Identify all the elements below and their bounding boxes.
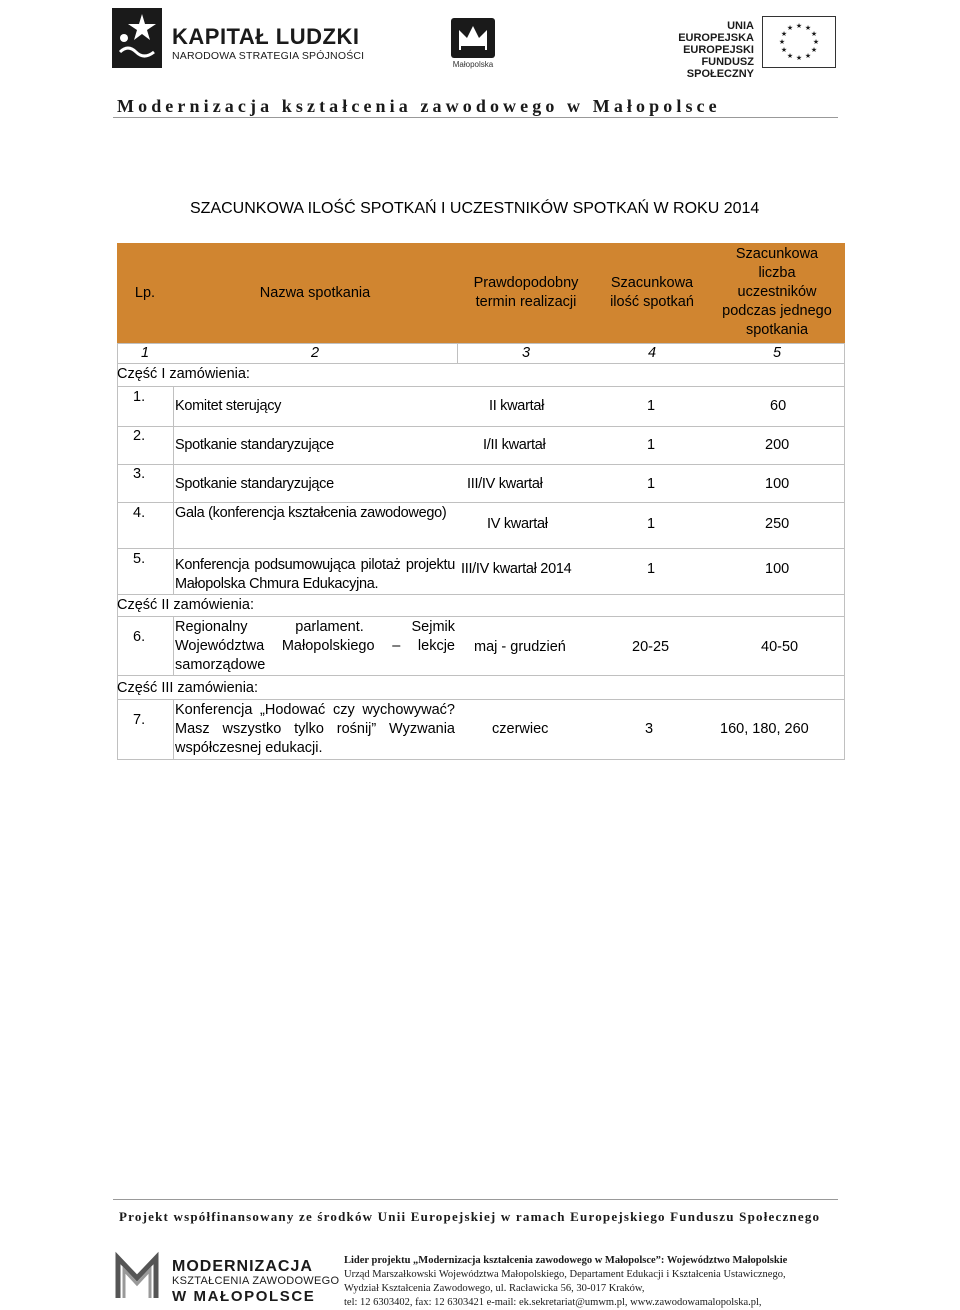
svg-text:★: ★ [795,54,803,62]
row-1-participants: 60 [770,398,787,414]
row-3-count: 1 [647,476,656,492]
row-6-participants: 40-50 [761,639,799,655]
row-2-count: 1 [647,437,656,453]
row-6-name: Regionalny parlament. Sejmik Województwa Małopolskiego – lekcje samorządowe [175,619,455,673]
svg-text:★: ★ [810,30,818,38]
row-2-term: I/II kwartał [483,437,546,453]
grid-line [117,363,845,364]
row-3-participants: 100 [765,476,790,492]
kapital-ludzki-title: KAPITAŁ LUDZKI [172,24,360,49]
grid-line [117,343,845,344]
svg-text:★: ★ [804,24,812,32]
kapital-ludzki-subtitle: NARODOWA STRATEGIA SPÓJNOŚCI [172,50,365,62]
row-4-lp: 4. [133,505,146,521]
grid-line [117,548,845,549]
grid-line [844,343,845,759]
grid-line [173,616,174,675]
grid-line [117,464,845,465]
footer-info [344,1254,787,1310]
svg-text:★: ★ [795,22,803,30]
row-3-term: III/IV kwartał [467,476,543,492]
footer-logo-line-2: KSZTAŁCENIA ZAWODOWEGO [172,1275,340,1287]
eu-text [650,20,754,80]
header-lp: Lp. [134,285,156,301]
grid-line [117,616,845,617]
row-1-count: 1 [647,398,656,414]
svg-text:★: ★ [780,46,788,54]
svg-text:★: ★ [780,30,788,38]
row-1-name: Komitet sterujący [175,398,282,414]
row-4-name: Gala (konferencja kształcenia zawodowego) [175,505,447,521]
svg-text:★: ★ [812,38,820,46]
row-1-lp: 1. [133,389,146,405]
header-count [595,274,709,312]
col-number-4: 4 [647,345,657,361]
footer-logo-line-1: MODERNIZACJA [172,1258,313,1275]
meetings-table [117,243,845,760]
grid-line [173,386,174,594]
col-number-3: 3 [521,345,531,361]
svg-text:★: ★ [810,46,818,54]
row-4-term: IV kwartał [487,516,548,532]
eu-flag-icon [762,16,836,68]
row-5-term: III/IV kwartał 2014 [461,561,572,577]
footer-project-text: Projekt współfinansowany ze środków Unii Europejskiej w ramach Europejskiego Funduszu Społecznego [119,1209,821,1224]
header-participants [709,245,845,340]
header-name: Nazwa spotkania [259,285,371,301]
footer-info-line-3: Wydział Kształcenia Zawodowego, ul. Racławicka 56, 30-017 Kraków, [344,1283,645,1294]
row-6-count: 20-25 [632,639,670,655]
kapital-ludzki-logo [112,8,162,68]
row-3-lp: 3. [133,466,146,482]
row-5-name: Konferencja podsumowująca pilotaż projektu Małopolska Chmura Edukacyjna. [175,557,455,592]
header-participants-line-4: podczas jednego [722,303,832,319]
col-number-5: 5 [772,345,782,361]
row-7-term: czerwiec [492,721,549,737]
row-7-lp: 7. [133,712,146,728]
document-title: SZACUNKOWA ILOŚĆ SPOTKAŃ I UCZESTNIKÓW SPOTKAŃ W ROKU 2014 [190,200,760,217]
grid-line [173,699,174,759]
row-3-name: Spotkanie standaryzujące [175,476,334,492]
footer-info-line-2: Urząd Marszałkowski Województwa Małopolskiego, Departament Edukacji i Kształcenia Ustawicznego, [344,1269,786,1280]
grid-line [117,699,845,700]
grid-line [117,502,845,503]
header-term [457,274,595,312]
malopolska-label: Małopolska [452,60,494,69]
eu-line-3: FUNDUSZ SPOŁECZNY [686,56,754,80]
header-participants-line-3: uczestników [737,284,817,300]
footer-info-line-1: Lider projektu „Modernizacja kształcenia zawodowego w Małopolsce”: Województwo Małopolskie [344,1255,788,1266]
footer-logo-line-3: W MAŁOPOLSCE [172,1288,316,1305]
row-7-count: 3 [645,721,654,737]
grid-line [117,675,845,676]
svg-text:★: ★ [804,52,812,60]
footer-info-line-4: tel: 12 6303402, fax: 12 6303421 e-mail: ek.sekretariat@umwm.pl, www.zawodowamalopolska.pl, [344,1297,762,1308]
row-7-name: Konferencja „Hodować czy wychowywać? Masz wszystko tylko rośnij” Wyzwania współczesnej edukacji. [175,702,455,756]
header-term-line-2: termin realizacji [475,294,577,310]
grid-line [117,386,845,387]
svg-text:★: ★ [778,38,786,46]
grid-line [117,426,845,427]
svg-text:★: ★ [786,52,794,60]
header-participants-line-5: spotkania [745,322,809,338]
eu-line-2: EUROPEJSKI [683,44,754,56]
header-participants-line-2: liczba [758,265,796,281]
row-5-participants: 100 [765,561,790,577]
header-count-line-2: ilość spotkań [610,294,694,310]
grid-line [117,594,845,595]
header-participants-line-1: Szacunkowa [735,246,819,262]
row-6-term: maj - grudzień [474,639,566,655]
row-5-lp: 5. [133,551,146,567]
row-5-count: 1 [647,561,656,577]
grid-line [457,343,458,363]
row-6-lp: 6. [133,629,146,645]
eu-line-1: UNIA EUROPEJSKA [678,20,754,44]
section-1-label: Część I zamówienia: [117,366,250,382]
row-2-lp: 2. [133,428,146,444]
header-divider [113,117,838,118]
row-7-participants: 160, 180, 260 [720,721,809,737]
row-4-count: 1 [647,516,656,532]
row-2-name: Spotkanie standaryzujące [175,437,334,453]
svg-text:★: ★ [786,24,794,32]
section-2-label: Część II zamówienia: [117,597,254,613]
row-2-participants: 200 [765,437,790,453]
col-number-1: 1 [140,345,150,361]
header-term-line-1: Prawdopodobny [473,275,579,291]
section-3-label: Część III zamówienia: [117,680,259,696]
header-count-line-1: Szacunkowa [610,275,694,291]
row-4-participants: 250 [765,516,790,532]
col-number-2: 2 [310,345,320,361]
header-motto: Modernizacja kształcenia zawodowego w Małopolsce [117,96,721,116]
modernizacja-logo-icon [114,1250,160,1302]
row-1-term: II kwartał [489,398,545,414]
footer-divider [113,1199,838,1200]
grid-line [117,759,845,760]
